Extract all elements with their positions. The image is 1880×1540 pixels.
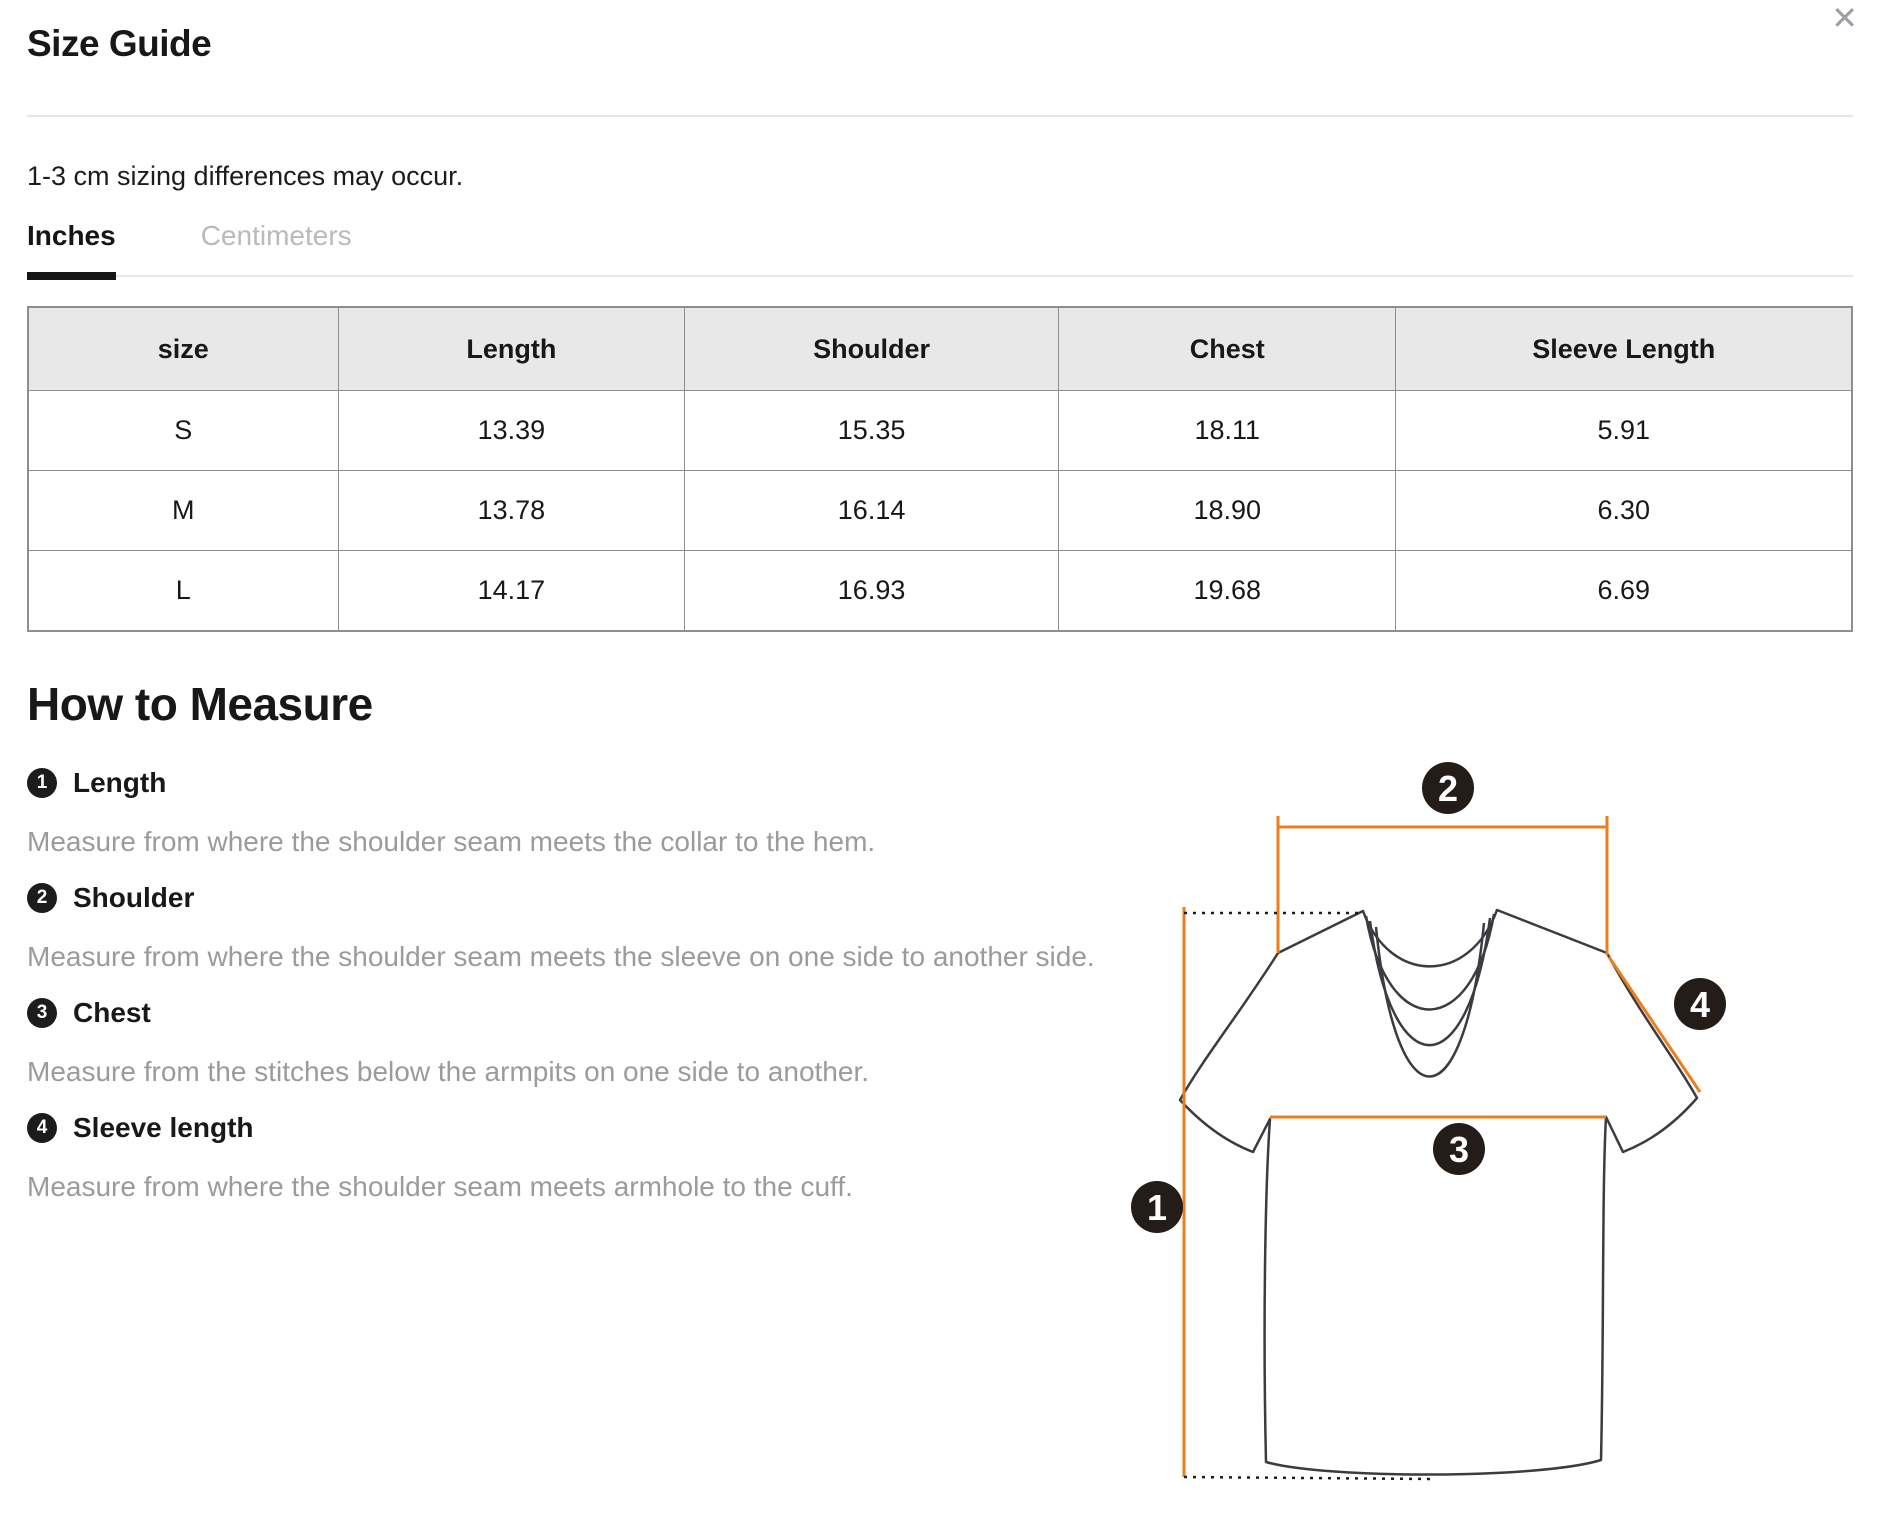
column-header: Shoulder — [685, 307, 1059, 391]
step-label-chest — [27, 995, 1127, 1031]
step-label-length — [27, 765, 1127, 801]
collar-arc-4 — [1376, 923, 1484, 1077]
table-cell: 18.11 — [1059, 391, 1396, 471]
step-description: Measure from the stitches below the armpits on one side to another. — [27, 1056, 870, 1087]
step-number-badge: 1 — [27, 768, 57, 798]
page-title: Size Guide — [27, 23, 212, 64]
table-cell: 6.30 — [1396, 471, 1852, 551]
badge-2-number: 2 — [1437, 768, 1459, 809]
column-header: Length — [338, 307, 685, 391]
diagram-badge-1 — [1131, 1181, 1183, 1233]
header-divider — [27, 115, 1853, 117]
table-cell: 15.35 — [685, 391, 1059, 471]
step-label-text: Shoulder — [73, 882, 195, 913]
badge-1-number: 1 — [1146, 1187, 1168, 1228]
step-label-sleeve-length — [27, 1110, 1127, 1146]
size-table — [27, 306, 1853, 632]
step-description: Measure from where the shoulder seam meets the collar to the hem. — [27, 826, 876, 857]
close-icon[interactable]: ✕ — [1831, 0, 1858, 36]
measure-steps — [27, 765, 1127, 1205]
column-header: Sleeve Length — [1396, 307, 1852, 391]
badge-4-number: 4 — [1689, 984, 1711, 1025]
unit-tabs — [27, 218, 1853, 277]
step-label-shoulder — [27, 880, 1127, 916]
how-to-measure-title: How to Measure — [27, 678, 373, 730]
column-header: size — [28, 307, 338, 391]
table-row — [28, 551, 1852, 632]
tab-centimeters[interactable]: Centimeters — [200, 220, 352, 251]
table-cell: M — [28, 471, 338, 551]
table-cell: L — [28, 551, 338, 632]
table-cell: 13.78 — [338, 471, 685, 551]
diagram-badge-2 — [1422, 762, 1474, 814]
table-row — [28, 391, 1852, 471]
step-description: Measure from where the shoulder seam meets the sleeve on one side to another side. — [27, 941, 1095, 972]
step-label-text: Sleeve length — [73, 1112, 254, 1143]
badge-3-number: 3 — [1448, 1129, 1470, 1170]
table-cell: 19.68 — [1059, 551, 1396, 632]
step-number-badge: 3 — [27, 998, 57, 1028]
table-cell: 5.91 — [1396, 391, 1852, 471]
length-helper-dotted-bottom — [1184, 1477, 1430, 1479]
step-number-badge: 4 — [27, 1113, 57, 1143]
step-description: Measure from where the shoulder seam meets armhole to the cuff. — [27, 1171, 853, 1202]
table-cell: 16.14 — [685, 471, 1059, 551]
table-cell: 18.90 — [1059, 471, 1396, 551]
step-number-badge: 2 — [27, 883, 57, 913]
sizing-note: 1-3 cm sizing differences may occur. — [27, 161, 464, 191]
diagram-badge-3 — [1433, 1123, 1485, 1175]
collar-arc-1 — [1363, 910, 1497, 966]
table-cell: 14.17 — [338, 551, 685, 632]
step-label-text: Length — [73, 767, 167, 798]
tshirt-outline — [1180, 910, 1697, 1475]
table-cell: 16.93 — [685, 551, 1059, 632]
table-cell: 13.39 — [338, 391, 685, 471]
tab-inches[interactable]: Inches — [27, 218, 116, 280]
size-table-header-row — [28, 307, 1852, 391]
tshirt-measure-diagram — [1120, 630, 1780, 1510]
diagram-badge-4 — [1674, 978, 1726, 1030]
table-row — [28, 471, 1852, 551]
table-cell: S — [28, 391, 338, 471]
step-label-text: Chest — [73, 997, 151, 1028]
column-header: Chest — [1059, 307, 1396, 391]
table-cell: 6.69 — [1396, 551, 1852, 632]
size-table-body — [28, 391, 1852, 632]
